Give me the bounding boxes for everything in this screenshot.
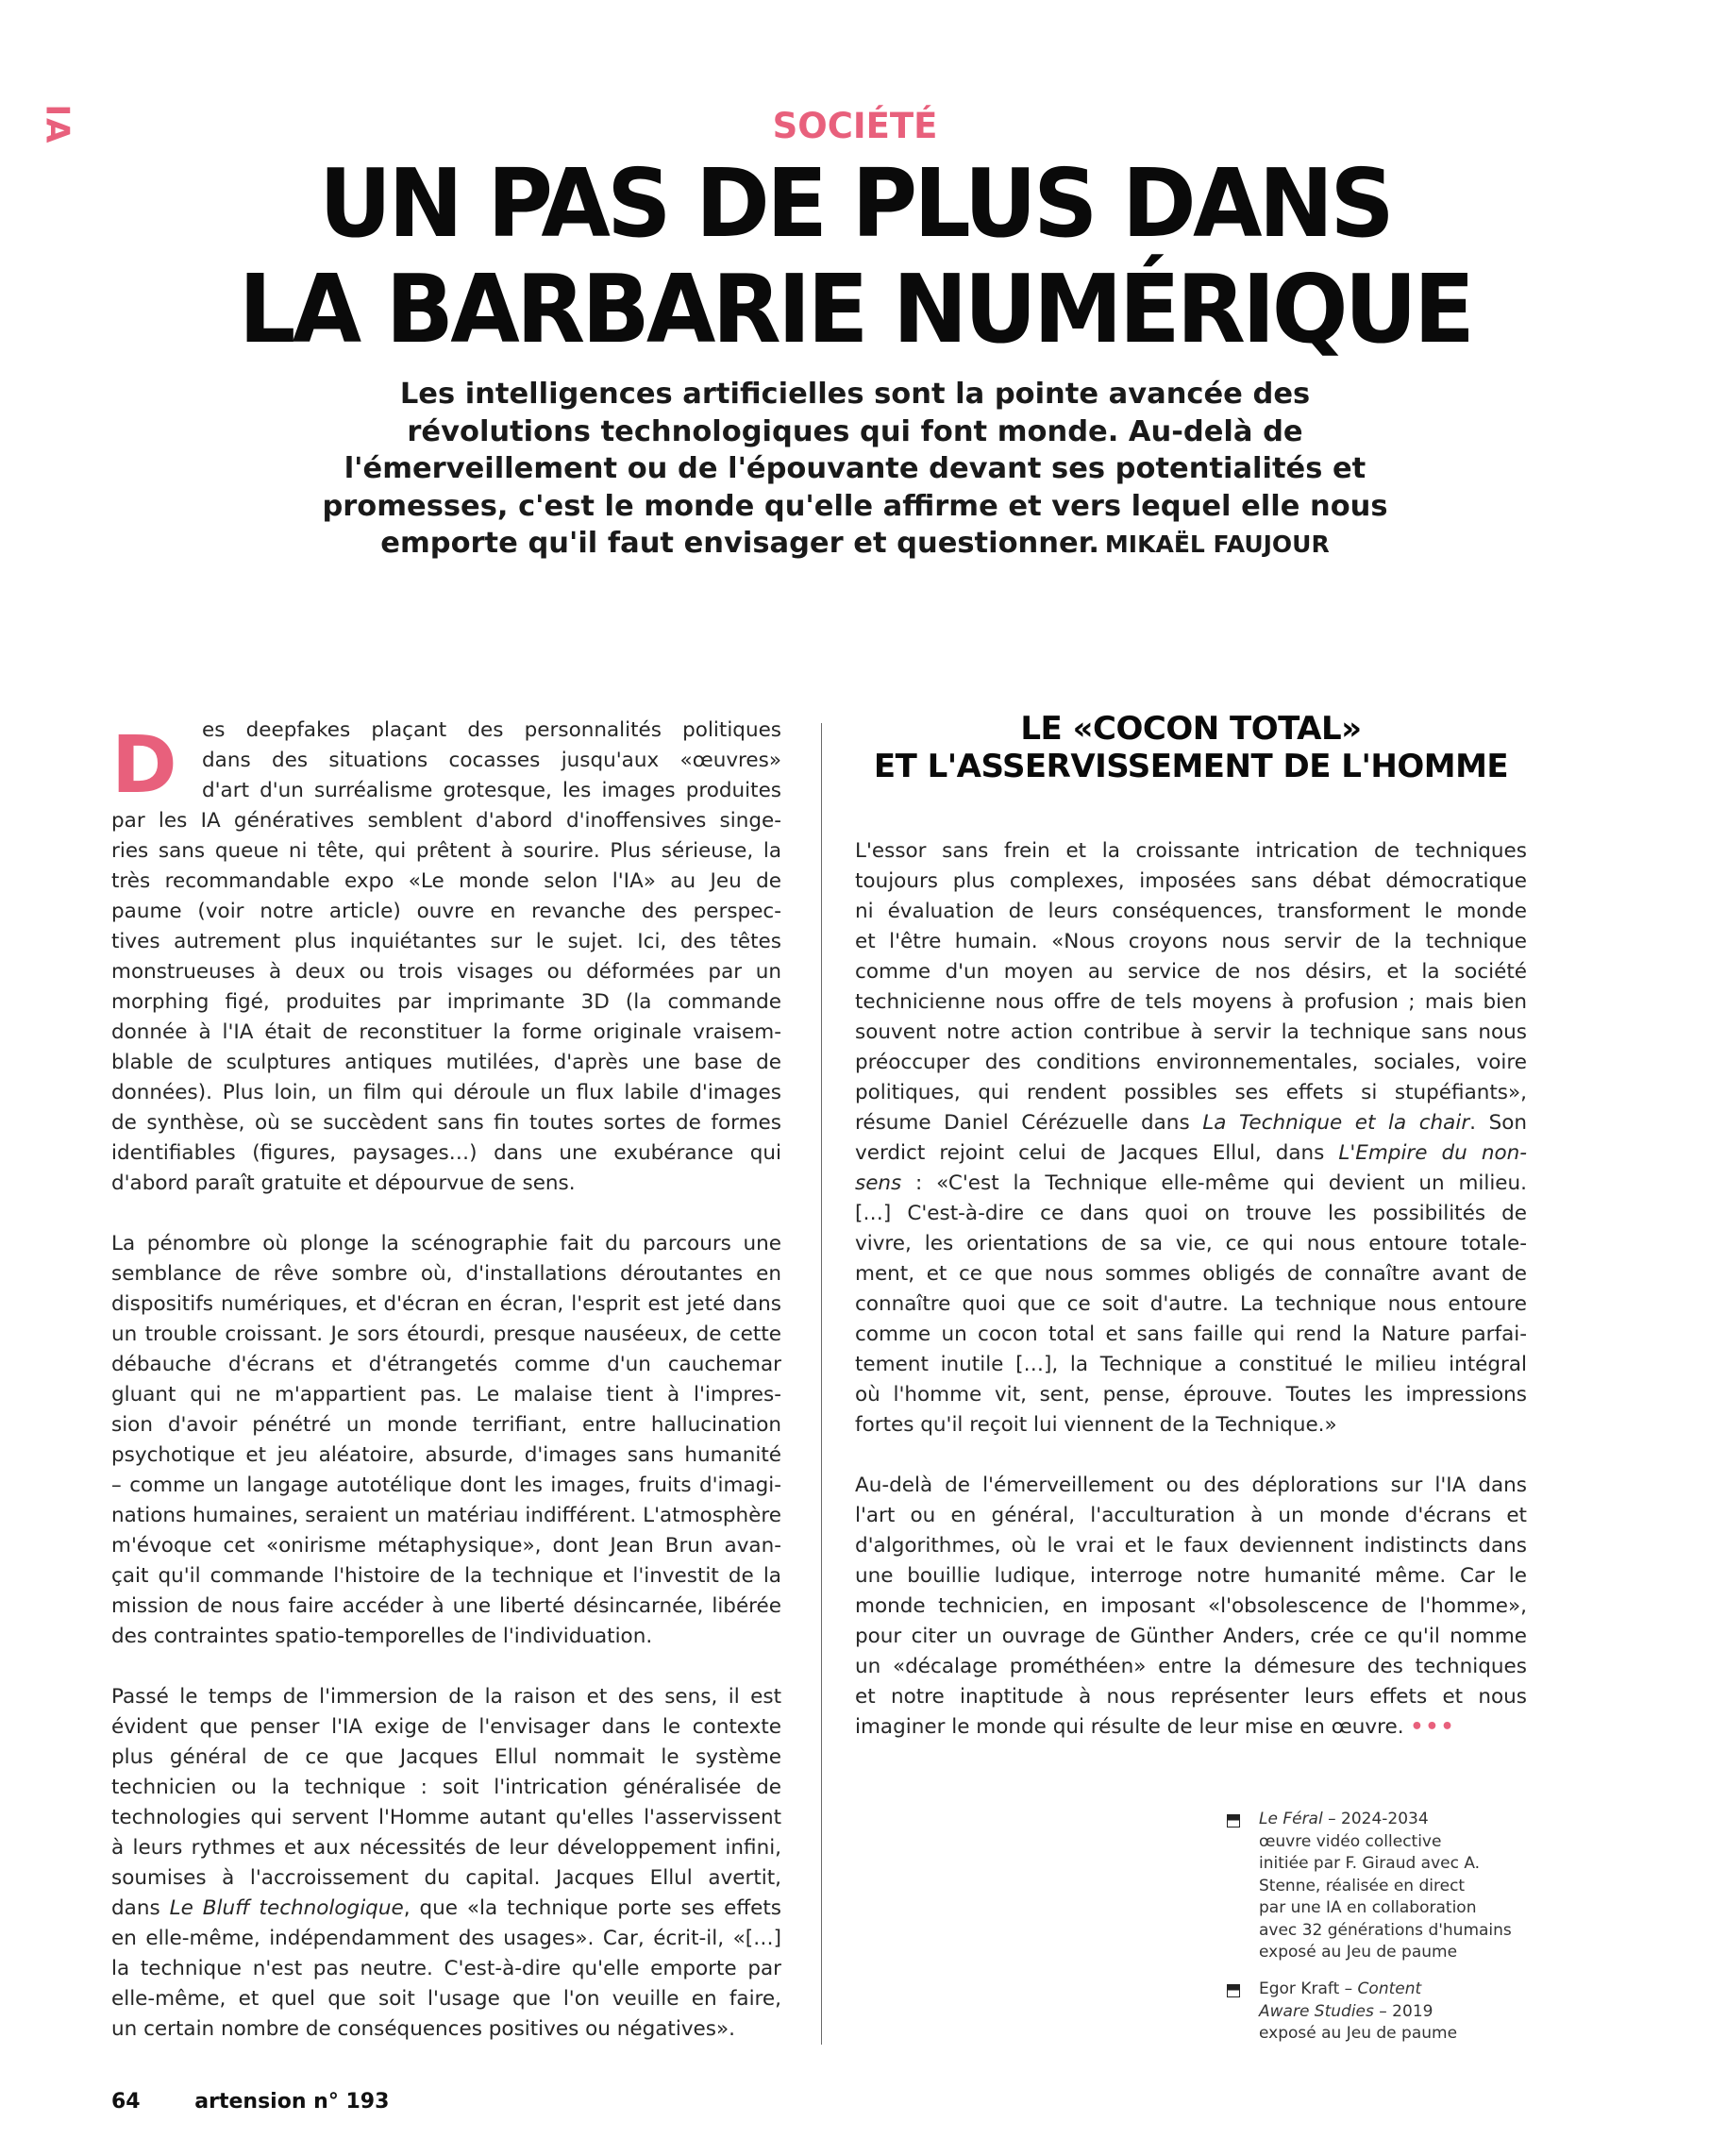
text-line: à leurs rythmes et aux nécessités de leur développement infini, bbox=[111, 1836, 781, 1860]
lede-line-last bbox=[264, 525, 1446, 564]
text-line: en elle-même, indépendamment des usages». Car, écrit-il, «[…] bbox=[111, 1927, 781, 1950]
text-line: vivre, les orientations de sa vie, ce qui nous entoure totale- bbox=[855, 1232, 1527, 1255]
text-line: mission de nous faire accéder à une liberté désincarnée, libérée bbox=[111, 1594, 781, 1618]
text-line-wrapper bbox=[855, 1712, 1527, 1743]
text-line: elle-même, et quel que soit l'usage que l'on veuille en faire, bbox=[111, 1987, 781, 2011]
image-caption bbox=[1227, 1979, 1529, 2046]
text-line: dispositifs numériques, et d'écran en écran, l'esprit est jeté dans bbox=[111, 1292, 781, 1316]
article-title bbox=[132, 148, 1577, 364]
text-line: sion d'avoir pénétré un monde terrifiant, entre hallucination bbox=[111, 1413, 781, 1437]
text-line: technologies qui servent l'Homme autant qu'elles l'asservissent bbox=[111, 1806, 781, 1829]
caption-line: Le Féral – 2024-2034 bbox=[1259, 1810, 1429, 1828]
text-line: Au-delà de l'émerveillement ou des déplorations sur l'IA dans bbox=[855, 1474, 1527, 1497]
title-line: LA BARBARIE NUMÉRIQUE bbox=[238, 254, 1472, 364]
text-line: toujours plus complexes, imposées sans débat démocratique bbox=[855, 869, 1527, 893]
text-line: ni évaluation de leurs conséquences, transforment le monde bbox=[855, 900, 1527, 923]
text-line: des contraintes spatio-temporelles de l'individuation. bbox=[111, 1625, 653, 1648]
caption-line: Egor Kraft – Content bbox=[1259, 1979, 1422, 1998]
text-line: pour citer un ouvrage de Günther Anders, crée ce qu'il nomme bbox=[855, 1625, 1527, 1648]
text-line: morphing figé, produites par imprimante 3D (la commande bbox=[111, 990, 781, 1014]
text-line: tement inutile […], la Technique a constitué le milieu intégral bbox=[855, 1353, 1527, 1376]
text-line: comme d'un moyen au service de nos désirs, et la société bbox=[855, 960, 1527, 984]
text-line: fortes qu'il reçoit lui viennent de la Technique.» bbox=[855, 1413, 1337, 1437]
body-paragraph bbox=[111, 716, 781, 1199]
text-line: soumises à l'accroissement du capital. Jacques Ellul avertit, bbox=[111, 1866, 781, 1890]
drop-cap: D bbox=[111, 718, 177, 811]
caption-line: Stenne, réalisée en direct bbox=[1259, 1876, 1466, 1895]
text-line: m'évoque cet «onirisme métaphysique», dont Jean Brun avan- bbox=[111, 1534, 781, 1558]
caption-line: initiée par F. Giraud avec A. bbox=[1259, 1854, 1481, 1873]
body-paragraph bbox=[855, 836, 1527, 1440]
caption-text bbox=[1259, 1809, 1529, 1964]
text-line: données). Plus loin, un film qui déroule un flux labile d'images bbox=[111, 1081, 781, 1104]
sidebar-heading-line: ET L'ASSERVISSEMENT DE L'HOMME bbox=[873, 748, 1509, 785]
right-column bbox=[855, 836, 1527, 1773]
text-line: connaître quoi que ce soit d'autre. La technique nous entoure bbox=[855, 1292, 1527, 1316]
caption-line: œuvre vidéo collective bbox=[1259, 1831, 1442, 1851]
text-line: monde technicien, en imposant «l'obsolescence de l'homme», bbox=[855, 1594, 1527, 1618]
text-line: résume Daniel Cérézuelle dans La Technique et la chair. Son bbox=[855, 1111, 1527, 1135]
text-line: nations humaines, seraient un matériau indifférent. L'atmosphère bbox=[111, 1504, 781, 1527]
text-line: L'essor sans frein et la croissante intrication de techniques bbox=[855, 839, 1527, 863]
text-line: es deepfakes plaçant des personnalités politiques bbox=[202, 718, 781, 742]
page-footer bbox=[111, 2090, 389, 2114]
continuation-mark: ••• bbox=[1410, 1715, 1456, 1739]
magazine-issue: artension n° 193 bbox=[194, 2090, 390, 2114]
caption-line: Aware Studies – 2019 bbox=[1259, 2001, 1433, 2021]
image-position-icon bbox=[1227, 1984, 1240, 1997]
text-line: verdict rejoint celui de Jacques Ellul, dans L'Empire du non- bbox=[855, 1141, 1527, 1165]
text-line: imaginer le monde qui résulte de leur mise en œuvre. bbox=[855, 1715, 1404, 1739]
text-line: monstrueuses à deux ou trois visages ou déformées par un bbox=[111, 960, 781, 984]
body-paragraph bbox=[855, 1471, 1527, 1743]
text-line: évident que penser l'IA exige de l'envisager dans le contexte bbox=[111, 1715, 781, 1739]
rubric-label: SOCIÉTÉ bbox=[772, 106, 938, 146]
text-line: semblance de rêve sombre où, d'installations déroutantes en bbox=[111, 1262, 781, 1286]
lede-line: révolutions technologiques qui font monde. Au-delà de bbox=[407, 414, 1303, 448]
text-line: gluant qui ne m'appartient pas. Le malaise tient à l'impres- bbox=[111, 1383, 781, 1406]
text-line: d'algorithmes, où le vrai et le faux deviennent indistincts dans bbox=[855, 1534, 1527, 1558]
text-line: une bouillie ludique, interroge notre humanité même. Car le bbox=[855, 1564, 1527, 1588]
text-line: de synthèse, où se succèdent sans fin toutes sortes de formes bbox=[111, 1111, 781, 1135]
caption-line: par une IA en collaboration bbox=[1259, 1898, 1477, 1917]
text-line: La pénombre où plonge la scénographie fait du parcours une bbox=[111, 1232, 781, 1255]
text-line: un certain nombre de conséquences positives ou négatives». bbox=[111, 2017, 735, 2041]
side-tag-label: IA bbox=[38, 104, 75, 145]
page-number: 64 bbox=[111, 2090, 141, 2114]
text-line: où l'homme vit, sent, pense, éprouve. Toutes les impressions bbox=[855, 1383, 1527, 1406]
text-line: psychotique et jeu aléatoire, absurde, d'images sans humanité bbox=[111, 1443, 781, 1467]
body-paragraph bbox=[111, 1682, 781, 2045]
title-line: UN PAS DE PLUS DANS bbox=[319, 148, 1391, 259]
text-line: politiques, qui rendent possibles ses effets si stupéfiants», bbox=[855, 1081, 1527, 1104]
text-line: Passé le temps de l'immersion de la raison et des sens, il est bbox=[111, 1685, 781, 1709]
sidebar-heading-line: LE «COCON TOTAL» bbox=[1020, 710, 1362, 748]
caption-text bbox=[1259, 1979, 1529, 2046]
lede-line: promesses, c'est le monde qu'elle affirme et vers lequel elle nous bbox=[322, 489, 1388, 523]
text-line: ment, et ce que nous sommes obligés de connaître avant de bbox=[855, 1262, 1527, 1286]
text-line: – comme un langage autotélique dont les images, fruits d'imagi- bbox=[111, 1474, 781, 1497]
text-line: d'abord paraît gratuite et dépourvue de sens. bbox=[111, 1171, 576, 1195]
image-caption bbox=[1227, 1809, 1529, 1964]
text-line: d'art d'un surréalisme grotesque, les images produites bbox=[202, 779, 781, 802]
text-line: très recommandable expo «Le monde selon l'IA» au Jeu de bbox=[111, 869, 781, 893]
text-line: dans des situations cocasses jusqu'aux «œuvres» bbox=[202, 749, 781, 772]
author-byline: MIKAËL FAUJOUR bbox=[1104, 531, 1330, 558]
lede-line: Les intelligences artificielles sont la pointe avancée des bbox=[399, 378, 1311, 411]
text-line: technicienne nous offre de tels moyens à profusion ; mais bien bbox=[855, 990, 1527, 1014]
text-line: technicien ou la technique : soit l'intrication généralisée de bbox=[111, 1776, 781, 1799]
text-line: l'art ou en général, l'acculturation à un monde d'écrans et bbox=[855, 1504, 1527, 1527]
text-line: dans Le Bluff technologique, que «la technique porte ses effets bbox=[111, 1896, 781, 1920]
body-paragraph bbox=[111, 1229, 781, 1652]
text-line: et l'être humain. «Nous croyons nous servir de la technique bbox=[855, 930, 1527, 953]
lede-line: emporte qu'il faut envisager et questionner. bbox=[380, 527, 1099, 560]
sidebar-heading bbox=[855, 710, 1527, 785]
text-line: donnée à l'IA était de reconstituer la forme originale vraisem- bbox=[111, 1020, 781, 1044]
text-line: blable de sculptures antiques mutilées, d'après une base de bbox=[111, 1051, 781, 1074]
caption-line: exposé au Jeu de paume bbox=[1259, 2024, 1458, 2043]
caption-line: exposé au Jeu de paume bbox=[1259, 1943, 1458, 1962]
text-line: un trouble croissant. Je sors étourdi, presque nauséeux, de cette bbox=[111, 1322, 781, 1346]
text-line: par les IA génératives semblent d'abord d'inoffensives singe- bbox=[111, 809, 781, 833]
text-line: tives autrement plus inquiétantes sur le sujet. Ici, des têtes bbox=[111, 930, 781, 953]
image-position-icon bbox=[1227, 1814, 1240, 1828]
lede-line: l'émerveillement ou de l'épouvante devant ses potentialités et bbox=[344, 452, 1366, 485]
text-line: la technique n'est pas neutre. C'est-à-dire qu'elle emporte par bbox=[111, 1957, 781, 1980]
text-line: comme un cocon total et sans faille qui rend la Nature parfai- bbox=[855, 1322, 1527, 1346]
text-line: sens : «C'est la Technique elle-même qui devient un milieu. bbox=[855, 1171, 1527, 1195]
text-line: çait qu'il commande l'histoire de la technique et l'investit de la bbox=[111, 1564, 781, 1588]
article-lede bbox=[264, 376, 1446, 564]
left-column bbox=[111, 716, 781, 2075]
text-line: paume (voir notre article) ouvre en revanche des perspec- bbox=[111, 900, 781, 923]
text-line: souvent notre action contribue à servir la technique sans nous bbox=[855, 1020, 1527, 1044]
text-line: préoccuper des conditions environnementales, sociales, voire bbox=[855, 1051, 1527, 1074]
text-line: […] C'est-à-dire ce dans quoi on trouve les possibilités de bbox=[855, 1202, 1527, 1225]
text-line: identifiables (figures, paysages…) dans une exubérance qui bbox=[111, 1141, 781, 1165]
text-line: et notre inaptitude à nous représenter leurs effets et nous bbox=[855, 1685, 1527, 1709]
text-line: ries sans queue ni tête, qui prêtent à sourire. Plus sérieuse, la bbox=[111, 839, 781, 863]
text-line: plus général de ce que Jacques Ellul nommait le système bbox=[111, 1745, 781, 1769]
caption-line: avec 32 générations d'humains bbox=[1259, 1920, 1512, 1940]
text-line: un «décalage prométhéen» entre la démesure des techniques bbox=[855, 1655, 1527, 1678]
text-line: débauche d'écrans et d'étrangetés comme d'un cauchemar bbox=[111, 1353, 781, 1376]
column-divider bbox=[821, 723, 822, 2045]
